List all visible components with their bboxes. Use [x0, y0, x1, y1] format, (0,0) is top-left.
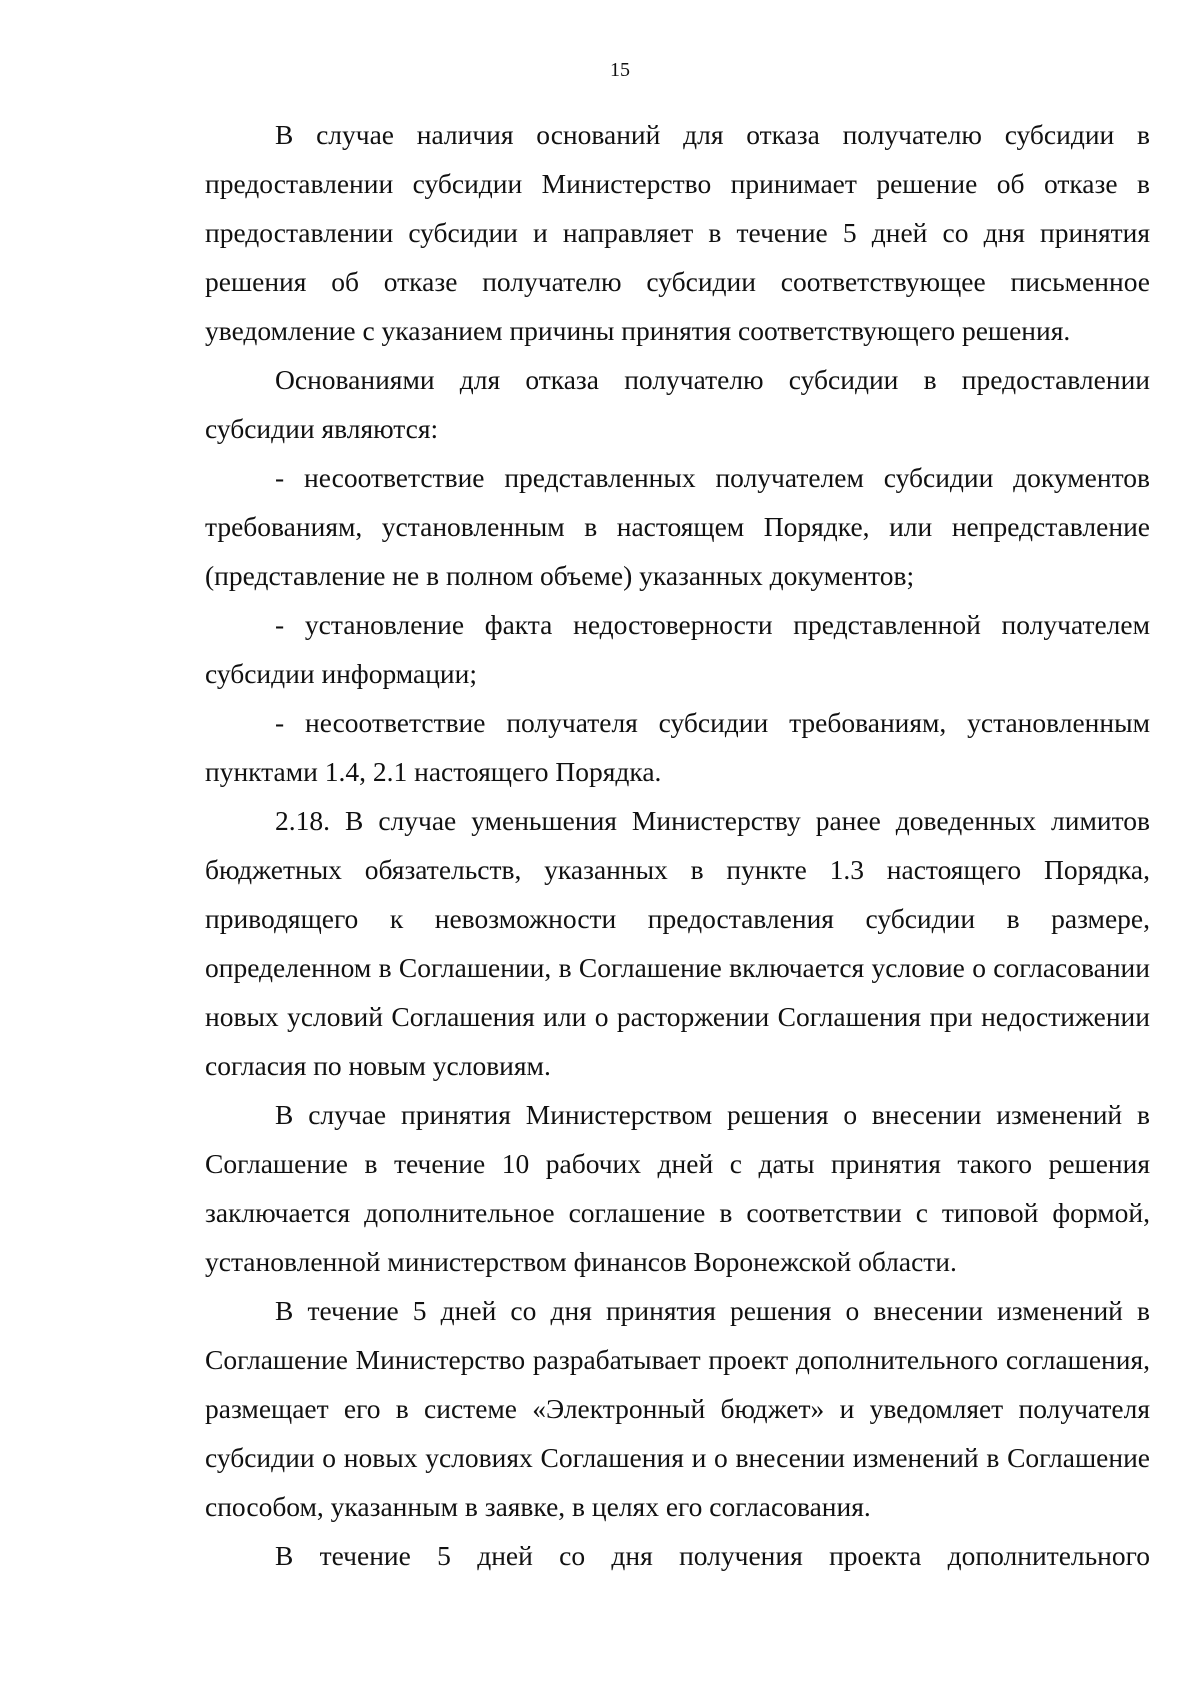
paragraph-amendment-draft: В течение 5 дней со дня принятия решения о внесении изменений в Соглашение Министерство разрабатывает проект дополнительного соглашения, размещает его в системе «Электронный бюджет» и уведомляет получателя субсидии о новых условиях Соглашения и о внесении изменений в Соглашение способом, указанным в заявке, в целях его согласования.: [205, 1295, 1150, 1522]
paragraph-amendment-decision: В случае принятия Министерством решения о внесении изменений в Соглашение в течение 10 рабочих дней с даты принятия такого решения заключается дополнительное соглашение в соответствии с типовой формой, установленной министерством финансов Воронежской области.: [205, 1099, 1150, 1277]
paragraph-continued: В течение 5 дней со дня получения проекта дополнительного: [275, 1540, 1150, 1571]
paragraph-refusal-notice: В случае наличия оснований для отказа получателю субсидии в предоставлении субсидии Министерство принимает решение об отказе в предоставлении субсидии и направляет в течение 5 дней со дня принятия решения об отказе получателю субсидии соответствующее письменное уведомление с указанием причины принятия соответствующего решения.: [205, 119, 1150, 346]
paragraph-ground-requirements: - несоответствие получателя субсидии требованиям, установленным пунктами 1.4, 2.1 настоящего Порядка.: [205, 707, 1150, 787]
paragraph-refusal-grounds-intro: Основаниями для отказа получателю субсидии в предоставлении субсидии являются:: [205, 364, 1150, 444]
paragraph-ground-documents: - несоответствие представленных получателем субсидии документов требованиям, установленным в настоящем Порядке, или непредставление (представление не в полном объеме) указанных документов;: [205, 462, 1150, 591]
document-body: [205, 110, 1150, 1580]
paragraph-ground-false-info: - установление факта недостоверности представленной получателем субсидии информации;: [205, 609, 1150, 689]
paragraph-section-2-18: 2.18. В случае уменьшения Министерству ранее доведенных лимитов бюджетных обязательств, указанных в пункте 1.3 настоящего Порядка, приводящего к невозможности предоставления субсидии в размере, определенном в Соглашении, в Соглашение включается условие о согласовании новых условий Соглашения или о расторжении Соглашения при недостижении согласия по новым условиям.: [205, 805, 1150, 1081]
page-number: 15: [610, 59, 630, 81]
